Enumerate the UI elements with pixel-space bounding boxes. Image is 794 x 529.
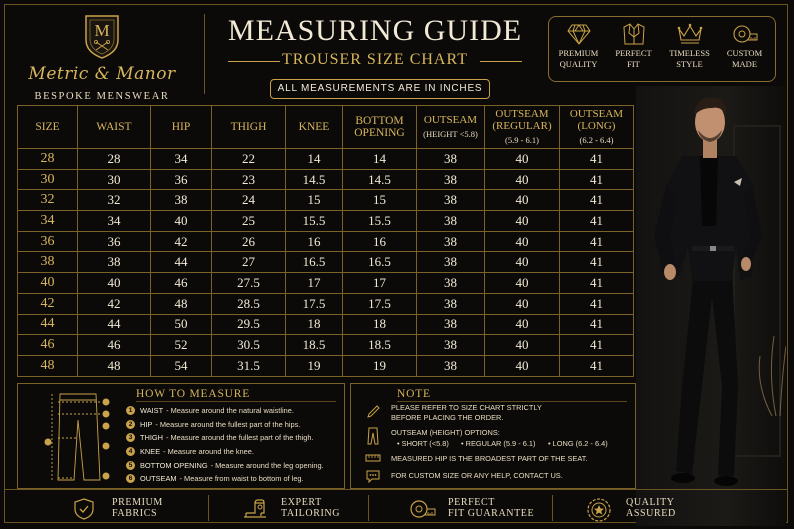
sewing-machine-icon (241, 497, 269, 521)
table-row (18, 149, 634, 170)
table-cell: 15.5 (343, 211, 417, 232)
feature-line1: CUSTOM (726, 48, 763, 58)
footer-line2: ASSURED (626, 508, 676, 519)
table-cell: 27 (212, 252, 286, 273)
note-contact: FOR CUSTOM SIZE OR ANY HELP, CONTACT US. (391, 471, 563, 480)
footer-rule (4, 489, 788, 490)
note-refer-line1: PLEASE REFER TO SIZE CHART STRICTLY (391, 403, 542, 412)
table-cell: 48 (78, 355, 151, 376)
step-number: 3 (126, 433, 135, 442)
table-cell: 38 (417, 293, 485, 314)
table-cell: 54 (151, 355, 212, 376)
note-title: NOTE (397, 388, 431, 400)
measure-step (126, 472, 324, 486)
brand-name: Metric & Manor (28, 64, 176, 84)
note-outseam-title: OUTSEAM (HEIGHT) OPTIONS: (391, 428, 500, 437)
table-cell: 25 (212, 211, 286, 232)
table-cell: 30 (78, 169, 151, 190)
table-cell: 38 (417, 169, 485, 190)
column-header (212, 106, 286, 149)
table-cell: 38 (417, 335, 485, 356)
table-cell: 27.5 (212, 273, 286, 294)
table-cell: 36 (151, 169, 212, 190)
size-cell: 28 (18, 149, 78, 170)
measure-ruler-icon (365, 452, 381, 464)
feature-line1: PREMIUM (558, 48, 599, 58)
step-term: THIGH (140, 433, 163, 443)
table-cell: 14 (286, 149, 343, 170)
table-cell: 31.5 (212, 355, 286, 376)
page-title: MEASURING GUIDE (227, 14, 523, 47)
table-row (18, 273, 634, 294)
diamond-icon (567, 23, 591, 45)
column-header-label: OUTSEAM (423, 114, 478, 126)
table-cell: 46 (78, 335, 151, 356)
footer-divider (368, 495, 369, 521)
table-cell: 28.5 (212, 293, 286, 314)
table-cell: 15 (286, 190, 343, 211)
table-row (18, 211, 634, 232)
table-cell: 22 (212, 149, 286, 170)
step-description: - Measure from waist to bottom of leg. (179, 474, 304, 484)
measure-step (126, 431, 324, 445)
size-cell: 30 (18, 169, 78, 190)
table-cell: 38 (417, 190, 485, 211)
step-description: - Measure around the natural waistline. (166, 406, 294, 416)
footer-line2: FIT GUARANTEE (448, 508, 535, 519)
table-cell: 40 (485, 231, 560, 252)
note-refer-line2: BEFORE PLACING THE ORDER. (391, 413, 504, 422)
footer-line2: TAILORING (281, 508, 341, 519)
table-cell: 40 (485, 190, 560, 211)
table-cell: 41 (560, 252, 634, 273)
table-cell: 40 (485, 293, 560, 314)
column-header (18, 106, 78, 149)
column-header (78, 106, 151, 149)
step-term: BOTTOM OPENING (140, 460, 208, 470)
step-term: HIP (140, 419, 153, 429)
table-cell: 40 (485, 169, 560, 190)
note-rule (397, 401, 627, 402)
footer-line1: QUALITY (626, 497, 675, 508)
table-cell: 41 (560, 169, 634, 190)
footer-line1: PERFECT (448, 497, 495, 508)
column-header-label: HIP (171, 121, 191, 133)
column-header (417, 106, 485, 149)
step-description: - Measure around the fullest part of the thigh. (166, 433, 314, 443)
table-cell: 44 (151, 252, 212, 273)
table-cell: 40 (485, 314, 560, 335)
feature-perfect-fit (606, 23, 661, 70)
table-cell: 17.5 (343, 293, 417, 314)
how-to-measure-panel (17, 383, 345, 489)
column-header (485, 106, 560, 149)
feature-line1: PERFECT (615, 48, 652, 58)
note-panel (350, 383, 636, 489)
table-cell: 28 (78, 149, 151, 170)
measure-steps-list (126, 404, 324, 486)
chat-support-icon (365, 469, 381, 483)
step-term: KNEE (140, 447, 161, 457)
column-header-label: OUTSEAM (LONG) (569, 108, 624, 132)
table-row (18, 355, 634, 376)
outseam-option-short: • SHORT (<5.8) (397, 439, 449, 448)
table-cell: 38 (417, 231, 485, 252)
table-cell: 41 (560, 211, 634, 232)
column-header-label: OUTSEAM (REGULAR) (492, 108, 552, 132)
table-cell: 30.5 (212, 335, 286, 356)
table-cell: 19 (286, 355, 343, 376)
trouser-size-table (17, 105, 634, 377)
column-header (286, 106, 343, 149)
feature-line1: TIMELESS (669, 48, 710, 58)
table-cell: 40 (485, 149, 560, 170)
column-header-sublabel: (HEIGHT <5.8) (423, 129, 478, 139)
table-cell: 16 (343, 231, 417, 252)
feature-line2: FIT (627, 59, 640, 69)
feature-custom-made (717, 23, 772, 70)
size-cell: 34 (18, 211, 78, 232)
size-cell: 38 (18, 252, 78, 273)
tape-measure-icon (408, 497, 436, 521)
table-cell: 40 (485, 355, 560, 376)
trouser-icon (365, 427, 381, 445)
table-cell: 48 (151, 293, 212, 314)
table-cell: 40 (485, 252, 560, 273)
table-cell: 38 (417, 273, 485, 294)
size-cell: 46 (18, 335, 78, 356)
trouser-diagram-icon (28, 390, 118, 484)
feature-line2: STYLE (676, 59, 703, 69)
table-header-row (18, 106, 634, 149)
table-cell: 38 (151, 190, 212, 211)
crown-icon (677, 23, 703, 45)
table-cell: 41 (560, 273, 634, 294)
column-header-label: SIZE (35, 121, 60, 133)
column-header-sublabel: (5.9 - 6.1) (505, 135, 539, 145)
table-cell: 41 (560, 355, 634, 376)
outseam-option-regular: • REGULAR (5.9 - 6.1) (461, 439, 536, 448)
table-cell: 29.5 (212, 314, 286, 335)
table-cell: 46 (151, 273, 212, 294)
feature-premium-quality (551, 23, 606, 70)
model-photo (636, 86, 786, 526)
outseam-option-long: • LONG (6.2 - 6.4) (548, 439, 608, 448)
table-cell: 41 (560, 293, 634, 314)
table-cell: 16.5 (286, 252, 343, 273)
header-divider (204, 14, 205, 94)
table-cell: 38 (417, 355, 485, 376)
step-number: 1 (126, 406, 135, 415)
jacket-icon (622, 23, 646, 45)
footer-divider (208, 495, 209, 521)
table-cell: 40 (78, 273, 151, 294)
table-cell: 40 (485, 211, 560, 232)
table-cell: 38 (417, 211, 485, 232)
size-cell: 36 (18, 231, 78, 252)
table-cell: 41 (560, 190, 634, 211)
table-cell: 14.5 (286, 169, 343, 190)
size-cell: 48 (18, 355, 78, 376)
pencil-icon (365, 404, 381, 420)
table-cell: 41 (560, 231, 634, 252)
table-cell: 32 (78, 190, 151, 211)
note-hip: MEASURED HIP IS THE BROADEST PART OF THE SEAT. (391, 454, 588, 463)
table-cell: 18.5 (343, 335, 417, 356)
table-cell: 52 (151, 335, 212, 356)
footer-line1: EXPERT (281, 497, 322, 508)
column-header (151, 106, 212, 149)
monogram-shield-icon (82, 12, 122, 60)
tape-measure-icon (732, 23, 758, 45)
column-header-label: WAIST (96, 121, 132, 133)
table-row (18, 314, 634, 335)
step-description: - Measure around the knee. (163, 447, 254, 457)
table-cell: 38 (417, 252, 485, 273)
how-to-measure-rule (136, 401, 336, 402)
table-cell: 38 (78, 252, 151, 273)
column-header-sublabel: (6.2 - 6.4) (579, 135, 614, 145)
page-subtitle: TROUSER SIZE CHART (282, 51, 468, 68)
column-header-label: THIGH (230, 121, 267, 133)
table-cell: 34 (78, 211, 151, 232)
table-cell: 41 (560, 149, 634, 170)
measure-step (126, 418, 324, 432)
subtitle-rule-right (480, 61, 522, 62)
column-header (560, 106, 634, 149)
table-cell: 26 (212, 231, 286, 252)
feature-line2: MADE (731, 59, 758, 69)
step-term: OUTSEAM (140, 474, 177, 484)
step-number: 4 (126, 447, 135, 456)
footer-line2: FABRICS (112, 508, 158, 519)
table-cell: 38 (417, 314, 485, 335)
table-cell: 42 (151, 231, 212, 252)
note-refer (391, 403, 542, 423)
step-number: 2 (126, 420, 135, 429)
table-cell: 17 (286, 273, 343, 294)
table-cell: 14.5 (343, 169, 417, 190)
table-row (18, 190, 634, 211)
table-body (18, 149, 634, 377)
table-cell: 42 (78, 293, 151, 314)
step-number: 6 (126, 474, 135, 483)
table-cell: 14 (343, 149, 417, 170)
table-cell: 15 (343, 190, 417, 211)
feature-line2: QUALITY (559, 59, 598, 69)
table-cell: 18 (286, 314, 343, 335)
brand-tagline: BESPOKE MENSWEAR (34, 91, 170, 102)
table-cell: 40 (485, 273, 560, 294)
measure-step (126, 445, 324, 459)
footer-line1: PREMIUM (112, 497, 163, 508)
table-cell: 24 (212, 190, 286, 211)
column-header (343, 106, 417, 149)
step-description: - Measure around the fullest part of the hips. (155, 419, 301, 429)
table-cell: 17 (343, 273, 417, 294)
table-cell: 18 (343, 314, 417, 335)
footer-divider (552, 495, 553, 521)
table-cell: 34 (151, 149, 212, 170)
table-cell: 41 (560, 335, 634, 356)
table-row (18, 169, 634, 190)
size-cell: 32 (18, 190, 78, 211)
table-row (18, 252, 634, 273)
measure-step (126, 404, 324, 418)
measure-step (126, 458, 324, 472)
step-description: - Measure around the leg opening. (210, 460, 324, 470)
features-box (548, 16, 776, 82)
step-term: WAIST (140, 406, 164, 416)
table-cell: 23 (212, 169, 286, 190)
table-cell: 40 (151, 211, 212, 232)
table-cell: 16 (286, 231, 343, 252)
column-header-label: KNEE (298, 121, 330, 133)
table-cell: 44 (78, 314, 151, 335)
quality-seal-icon (586, 497, 612, 523)
table-cell: 36 (78, 231, 151, 252)
column-header-label: BOTTOM OPENING (354, 115, 405, 139)
table-row (18, 231, 634, 252)
units-note-badge: ALL MEASUREMENTS ARE IN INCHES (270, 79, 490, 99)
table-row (18, 335, 634, 356)
step-number: 5 (126, 461, 135, 470)
size-cell: 44 (18, 314, 78, 335)
table-cell: 18.5 (286, 335, 343, 356)
table-cell: 38 (417, 149, 485, 170)
table-cell: 50 (151, 314, 212, 335)
shield-check-icon (72, 497, 96, 521)
table-cell: 19 (343, 355, 417, 376)
feature-timeless-style (662, 23, 717, 70)
how-to-measure-title: HOW TO MEASURE (136, 388, 251, 400)
table-cell: 15.5 (286, 211, 343, 232)
table-cell: 41 (560, 314, 634, 335)
monogram-letter: M (94, 21, 110, 40)
table-cell: 40 (485, 335, 560, 356)
table-cell: 16.5 (343, 252, 417, 273)
brand-block (22, 12, 182, 104)
size-cell: 40 (18, 273, 78, 294)
table-row (18, 293, 634, 314)
table-cell: 17.5 (286, 293, 343, 314)
size-cell: 42 (18, 293, 78, 314)
